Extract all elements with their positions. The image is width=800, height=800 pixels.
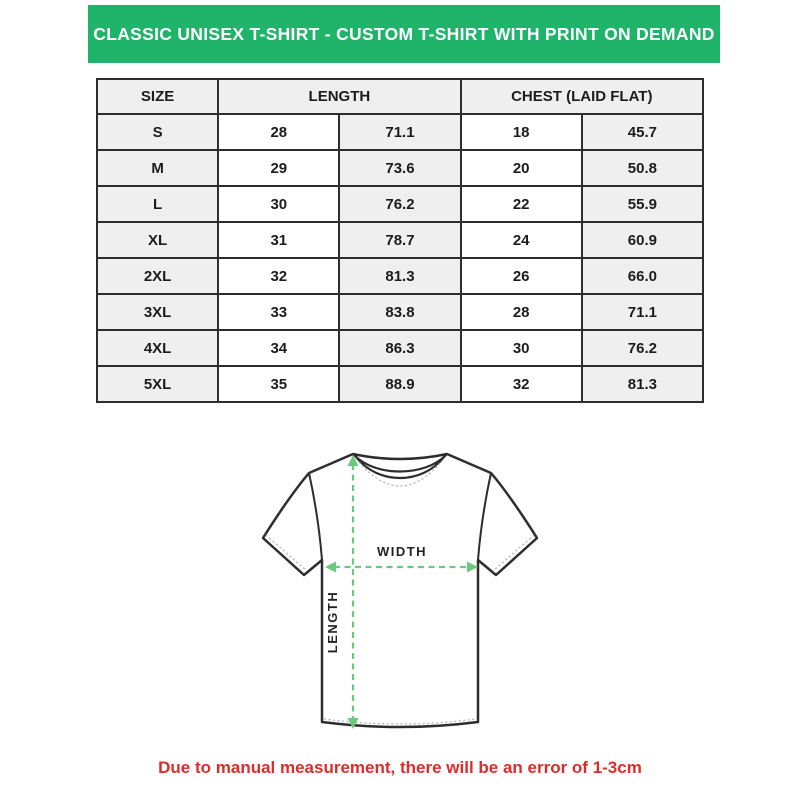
header-row [97, 79, 703, 114]
header-length: LENGTH [218, 79, 460, 114]
chest-cm-cell: 71.1 [582, 294, 703, 330]
measurement-note: Due to manual measurement, there will be an error of 1-3cm [158, 758, 642, 777]
chest-cm-cell: 45.7 [582, 114, 703, 150]
size-cell: XL [97, 222, 218, 258]
chest-cm-cell: 81.3 [582, 366, 703, 402]
header-chest: CHEST (LAID FLAT) [461, 79, 703, 114]
size-cell: M [97, 150, 218, 186]
length-cm-cell: 86.3 [339, 330, 460, 366]
length-in-cell: 30 [218, 186, 339, 222]
size-cell: 3XL [97, 294, 218, 330]
chest-in-cell: 32 [461, 366, 582, 402]
length-cm-cell: 73.6 [339, 150, 460, 186]
length-in-cell: 32 [218, 258, 339, 294]
tshirt-outline-icon [263, 454, 537, 727]
page-title: CLASSIC UNISEX T-SHIRT - CUSTOM T-SHIRT WITH PRINT ON DEMAND [93, 23, 715, 44]
size-cell: S [97, 114, 218, 150]
length-in-cell: 31 [218, 222, 339, 258]
length-in-cell: 28 [218, 114, 339, 150]
table-row [97, 294, 703, 330]
width-label: WIDTH [376, 544, 428, 559]
length-cm-cell: 83.8 [339, 294, 460, 330]
chest-in-cell: 18 [461, 114, 582, 150]
size-chart-table [96, 78, 704, 403]
chest-cm-cell: 55.9 [582, 186, 703, 222]
length-cm-cell: 78.7 [339, 222, 460, 258]
size-cell: 2XL [97, 258, 218, 294]
chest-cm-cell: 50.8 [582, 150, 703, 186]
size-cell: L [97, 186, 218, 222]
table-row [97, 222, 703, 258]
table-row [97, 366, 703, 402]
chest-cm-cell: 66.0 [582, 258, 703, 294]
length-cm-cell: 76.2 [339, 186, 460, 222]
table-row [97, 114, 703, 150]
chest-cm-cell: 76.2 [582, 330, 703, 366]
chest-in-cell: 20 [461, 150, 582, 186]
chest-in-cell: 26 [461, 258, 582, 294]
table-row [97, 186, 703, 222]
length-cm-cell: 88.9 [339, 366, 460, 402]
chest-cm-cell: 60.9 [582, 222, 703, 258]
length-in-cell: 33 [218, 294, 339, 330]
size-cell: 4XL [97, 330, 218, 366]
size-table-body [97, 114, 703, 402]
length-in-cell: 35 [218, 366, 339, 402]
table-row [97, 258, 703, 294]
chest-in-cell: 30 [461, 330, 582, 366]
length-cm-cell: 71.1 [339, 114, 460, 150]
chest-in-cell: 28 [461, 294, 582, 330]
table-row [97, 150, 703, 186]
length-in-cell: 34 [218, 330, 339, 366]
chest-in-cell: 22 [461, 186, 582, 222]
title-banner [88, 5, 720, 63]
size-table-header [97, 79, 703, 114]
table-row [97, 330, 703, 366]
length-in-cell: 29 [218, 150, 339, 186]
header-size: SIZE [97, 79, 218, 114]
length-label: LENGTH [325, 590, 340, 654]
tshirt-diagram [240, 435, 560, 745]
size-cell: 5XL [97, 366, 218, 402]
length-cm-cell: 81.3 [339, 258, 460, 294]
chest-in-cell: 24 [461, 222, 582, 258]
